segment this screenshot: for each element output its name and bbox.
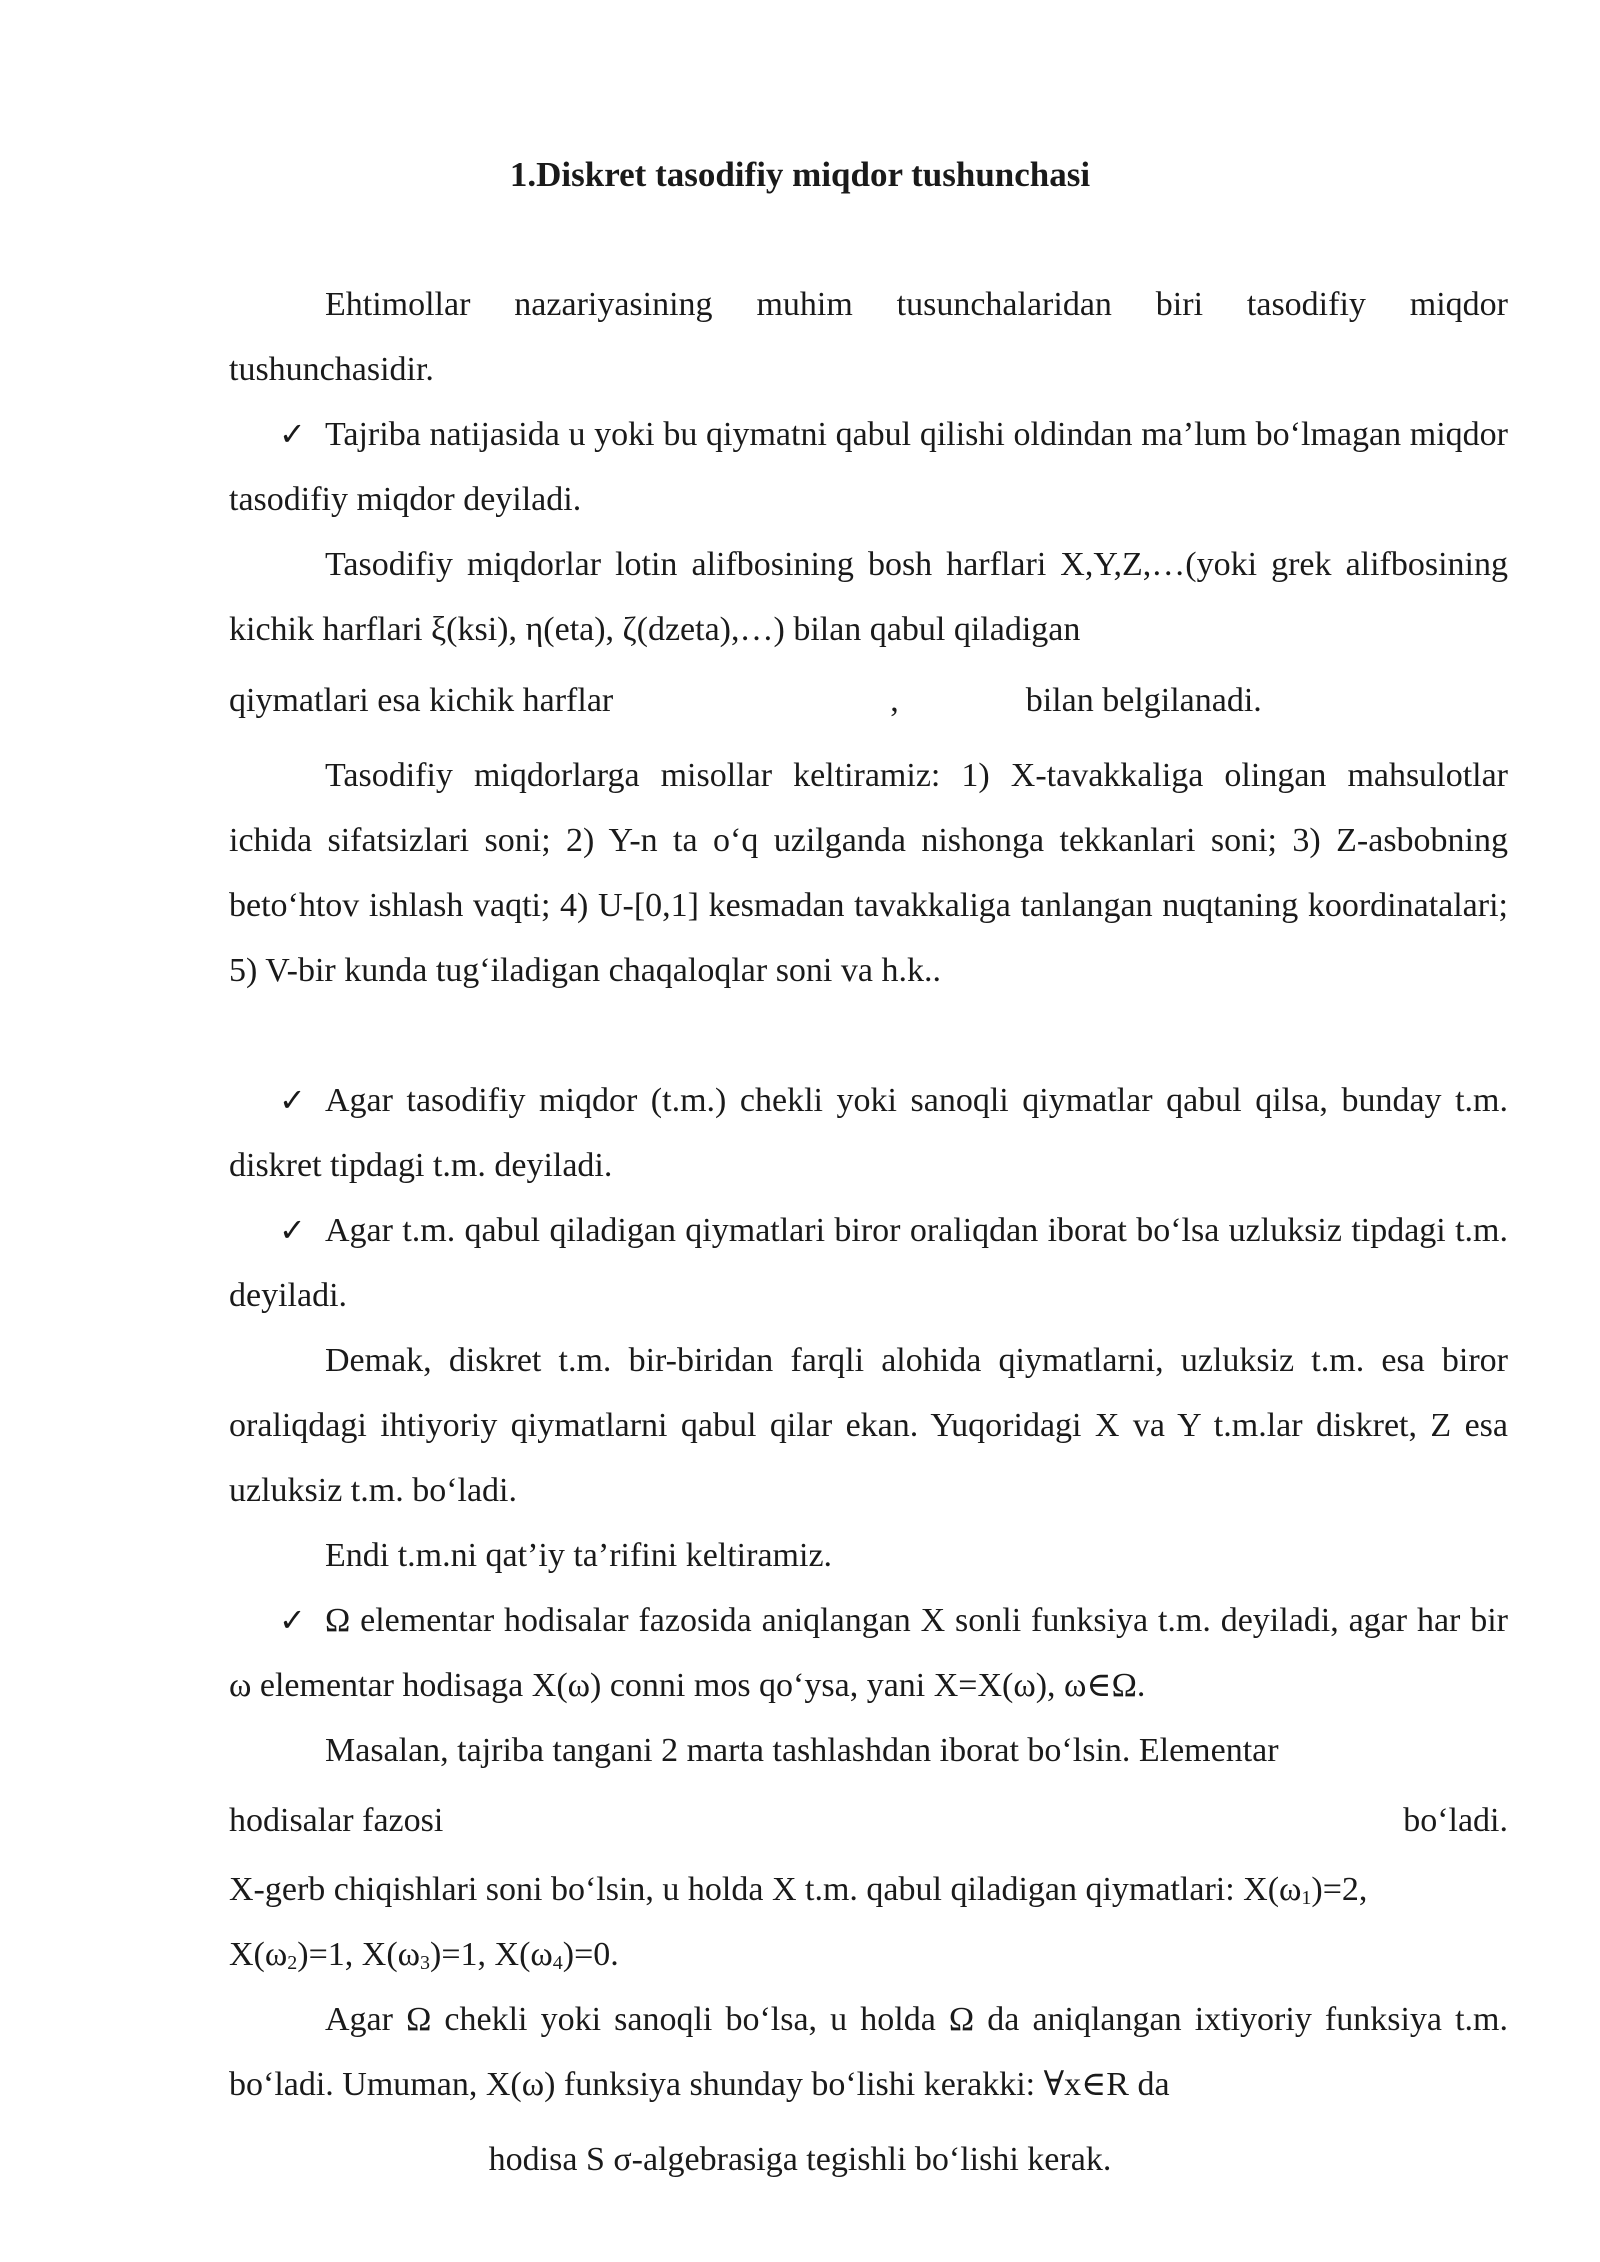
notation-text-start: qiymatlari esa kichik harflar: [229, 682, 614, 719]
paragraph-summary: Demak, diskret t.m. bir-biridan farqli alohida qiymatlarni, uzluksiz t.m. esa biror oraliqdagi ihtiyoriy qiymatlarni qabul qilar ekan. Yuqoridagi X va Y t.m.lar diskret, Z esa uzluksiz t.m. bo‘ladi.: [229, 1342, 1508, 1509]
paragraph-general-case: Agar Ω chekli yoki sanoqli bo‘lsa, u holda Ω da aniqlangan ixtiyoriy funksiya t.m. bo‘ladi. Umuman, X(ω) funksiya shunday bo‘lishi kerakki: ∀x∈R da: [229, 2001, 1508, 2103]
values-text: X-gerb chiqishlari soni bo‘lsin, u holda X t.m. qabul qiladigan qiymatlari: $X(\omega_1)=2$,: [229, 1871, 1368, 1909]
checkmark-icon: ✓: [279, 1602, 306, 1638]
checklist-item-discrete: [229, 1068, 1508, 1198]
sample-space-line: [229, 1788, 1508, 1853]
checklist-item-text: Agar tasodifiy miqdor (t.m.) chekli yoki sanoqli qiymatlar qabul qilsa, bunday t.m. diskret tipdagi t.m. deyiladi.: [229, 1082, 1508, 1184]
checklist-item-text: Ω elementar hodisalar fazosida aniqlangan X sonli funksiya t.m. deyiladi, agar har bir ω elementar hodisaga X(ω) conni mos qo‘ysa, yani X=X(ω), ω∈Ω.: [229, 1602, 1508, 1704]
notation-text-end: bilan belgilanadi.: [1025, 682, 1262, 719]
paragraph-example-coin: Masalan, tajriba tangani 2 marta tashlashdan iborat bo‘lsin. Elementar: [325, 1732, 1279, 1769]
values-line-2: $X(\omega_2)=1$, $X(\omega_3)=1$, $X(\omega_4)=0$.: [229, 1936, 619, 1974]
final-line: hodisa S σ-algebrasiga tegishli bo‘lishi kerak.: [488, 2141, 1112, 2178]
values-line-1: [229, 1857, 1508, 1922]
paragraph-intro: Ehtimollar nazariyasining muhim tusunchalaridan biri tasodifiy miqdor tushunchasidir.: [229, 286, 1508, 388]
checklist-item-continuous: [229, 1198, 1508, 1328]
paragraph-definition-intro: Endi t.m.ni qat’iy ta’rifini keltiramiz.: [325, 1537, 833, 1574]
paragraph-examples: Tasodifiy miqdorlarga misollar keltiramiz: 1) X-tavakkaliga olingan mahsulotlar ichida sifatsizlari soni; 2) Y-n ta o‘q uzilganda nishonga tekkanlari soni; 3) Z-asbobning beto‘htov ishlash vaqti; 4) U-[0,1] kesmadan tavakkaliga tanlangan nuqtaning koordinatalari; 5) V-bir kunda tug‘iladigan chaqaloqlar soni va h.k..: [229, 757, 1508, 989]
checkmark-icon: ✓: [279, 416, 306, 452]
checklist-item-definition: [229, 402, 1508, 532]
paragraph-notation: Tasodifiy miqdorlar lotin alifbosining bosh harflari X,Y,Z,…(yoki grek alifbosining kichik harflari ξ(ksi), η(eta), ζ(dzeta),…) bilan qabul qiladigan: [229, 546, 1508, 648]
notation-line: [229, 668, 1508, 733]
notation-comma: ,: [890, 682, 899, 719]
sample-space-end: bo‘ladi.: [1403, 1802, 1508, 1839]
checklist-item-text: Agar t.m. qabul qiladigan qiymatlari biror oraliqdan iborat bo‘lsa uzluksiz tipdagi t.m. deyiladi.: [229, 1212, 1508, 1314]
page-title: 1.Diskret tasodifiy miqdor tushunchasi: [509, 155, 1091, 194]
checkmark-icon: ✓: [279, 1082, 306, 1118]
checklist-item-formal-definition: [229, 1588, 1508, 1718]
checklist-item-text: Tajriba natijasida u yoki bu qiymatni qabul qilishi oldindan ma’lum bo‘lmagan miqdor tasodifiy miqdor deyiladi.: [229, 416, 1508, 518]
sample-space-label: hodisalar fazosi: [229, 1802, 444, 1839]
checkmark-icon: ✓: [279, 1212, 306, 1248]
